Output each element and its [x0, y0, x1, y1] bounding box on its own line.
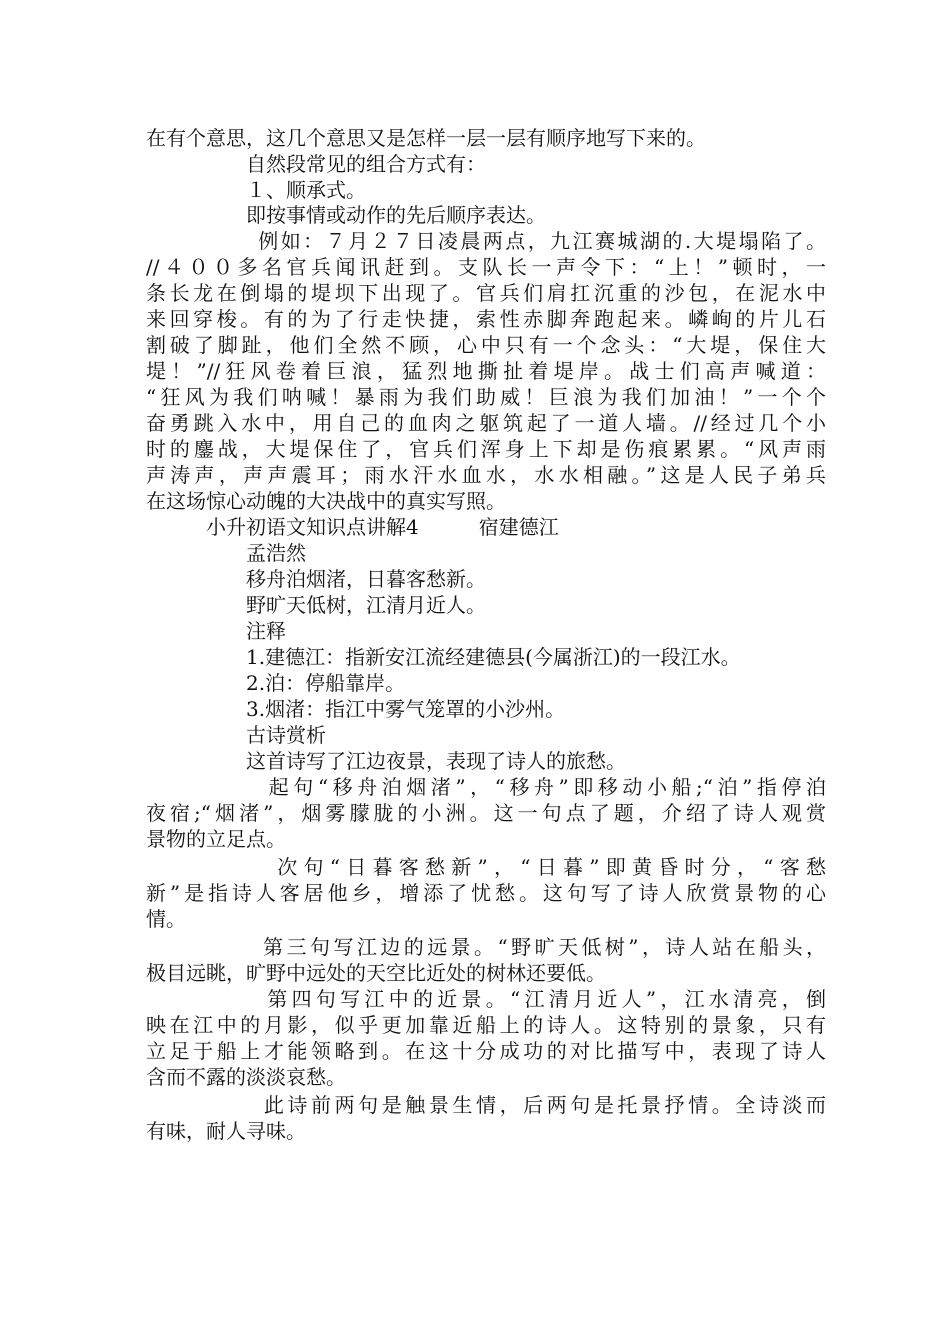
text-line: 堤！”//狂风卷着巨浪，猛烈地撕扯着堤岸。战士们高声喊道：: [146, 359, 826, 383]
analysis-heading: 古诗赏析: [146, 723, 326, 747]
text-line: 立足于船上才能领略到。在这十分成功的对比描写中，表现了诗人: [146, 1039, 826, 1063]
text-line: 在这场惊心动魄的大决战中的真实写照。: [146, 489, 506, 513]
section-heading: 小升初语文知识点讲解4 宿建德江: [146, 515, 559, 539]
text-line: “狂风为我们呐喊！暴雨为我们助威！巨浪为我们加油！”一个个: [146, 385, 826, 409]
text-line: 景物的立足点。: [146, 827, 286, 851]
note-item: 2.泊：停船靠岸。: [146, 671, 406, 695]
text-line: 割破了脚趾，他们全然不顾，心中只有一个念头：“大堤，保住大: [146, 333, 826, 357]
poem-line: 野旷天低树，江清月近人。: [146, 593, 486, 617]
text-line: 在有个意思，这几个意思又是怎样一层一层有顺序地写下来的。: [146, 126, 706, 150]
text-line: 映在江中的月影，似乎更加靠近船上的诗人。这特别的景象，只有: [146, 1013, 826, 1037]
text-line: 有味，耐人寻味。: [146, 1119, 306, 1143]
text-line: 夜宿;“烟渚”，烟雾朦胧的小洲。这一句点了题，介绍了诗人观赏: [146, 801, 826, 825]
note-item: 1.建德江：指新安江流经建德县(今属浙江)的一段江水。: [146, 645, 741, 669]
text-line: 这首诗写了江边夜景，表现了诗人的旅愁。: [146, 749, 626, 773]
note-item: 3.烟渚：指江中雾气笼罩的小沙州。: [146, 697, 566, 721]
text-line: 新”是指诗人客居他乡，增添了忧愁。这句写了诗人欣赏景物的心: [146, 881, 826, 905]
text-line: 此诗前两句是触景生情，后两句是托景抒情。全诗淡而: [146, 1093, 826, 1117]
poem-author: 孟浩然: [146, 541, 306, 565]
text-line: 即按事情或动作的先后顺序表达。: [146, 203, 546, 227]
poem-line: 移舟泊烟渚，日暮客愁新。: [146, 567, 486, 591]
text-line: 情。: [146, 907, 186, 931]
text-line: １、顺承式。: [146, 178, 366, 202]
text-line: 次句“日暮客愁新”，“日暮”即黄昏时分，“客愁: [146, 855, 826, 879]
text-line: 奋勇跳入水中，用自己的血肉之躯筑起了一道人墙。//经过几个小: [146, 411, 826, 435]
text-line: 来回穿梭。有的为了行走快捷，索性赤脚奔跑起来。嶙峋的片儿石: [146, 307, 826, 331]
text-line: 例如：７月２７日凌晨两点，九江赛城湖的.大堤塌陷了。: [146, 229, 826, 253]
text-line: 第四句写江中的近景。“江清月近人”，江水清亮，倒: [146, 987, 826, 1011]
text-line: 时的鏖战，大堤保住了，官兵们浑身上下却是伤痕累累。“风声雨: [146, 437, 826, 461]
text-line: 第三句写江边的远景。“野旷天低树”，诗人站在船头，: [146, 935, 826, 959]
text-line: 条长龙在倒塌的堤坝下出现了。官兵们肩扛沉重的沙包，在泥水中: [146, 281, 826, 305]
text-line: 声涛声，声声震耳；雨水汗水血水，水水相融。”这是人民子弟兵: [146, 463, 826, 487]
text-line: 自然段常见的组合方式有：: [146, 152, 486, 176]
text-line: 含而不露的淡淡哀愁。: [146, 1065, 346, 1089]
text-line: 极目远眺，旷野中远处的天空比近处的树林还要低。: [146, 961, 606, 985]
notes-heading: 注释: [146, 619, 286, 643]
text-line: 起句“移舟泊烟渚”，“移舟”即移动小船;“泊”指停泊: [146, 775, 826, 799]
text-line: //４００多名官兵闻讯赶到。支队长一声令下：“上！”顿时，一: [146, 255, 826, 279]
